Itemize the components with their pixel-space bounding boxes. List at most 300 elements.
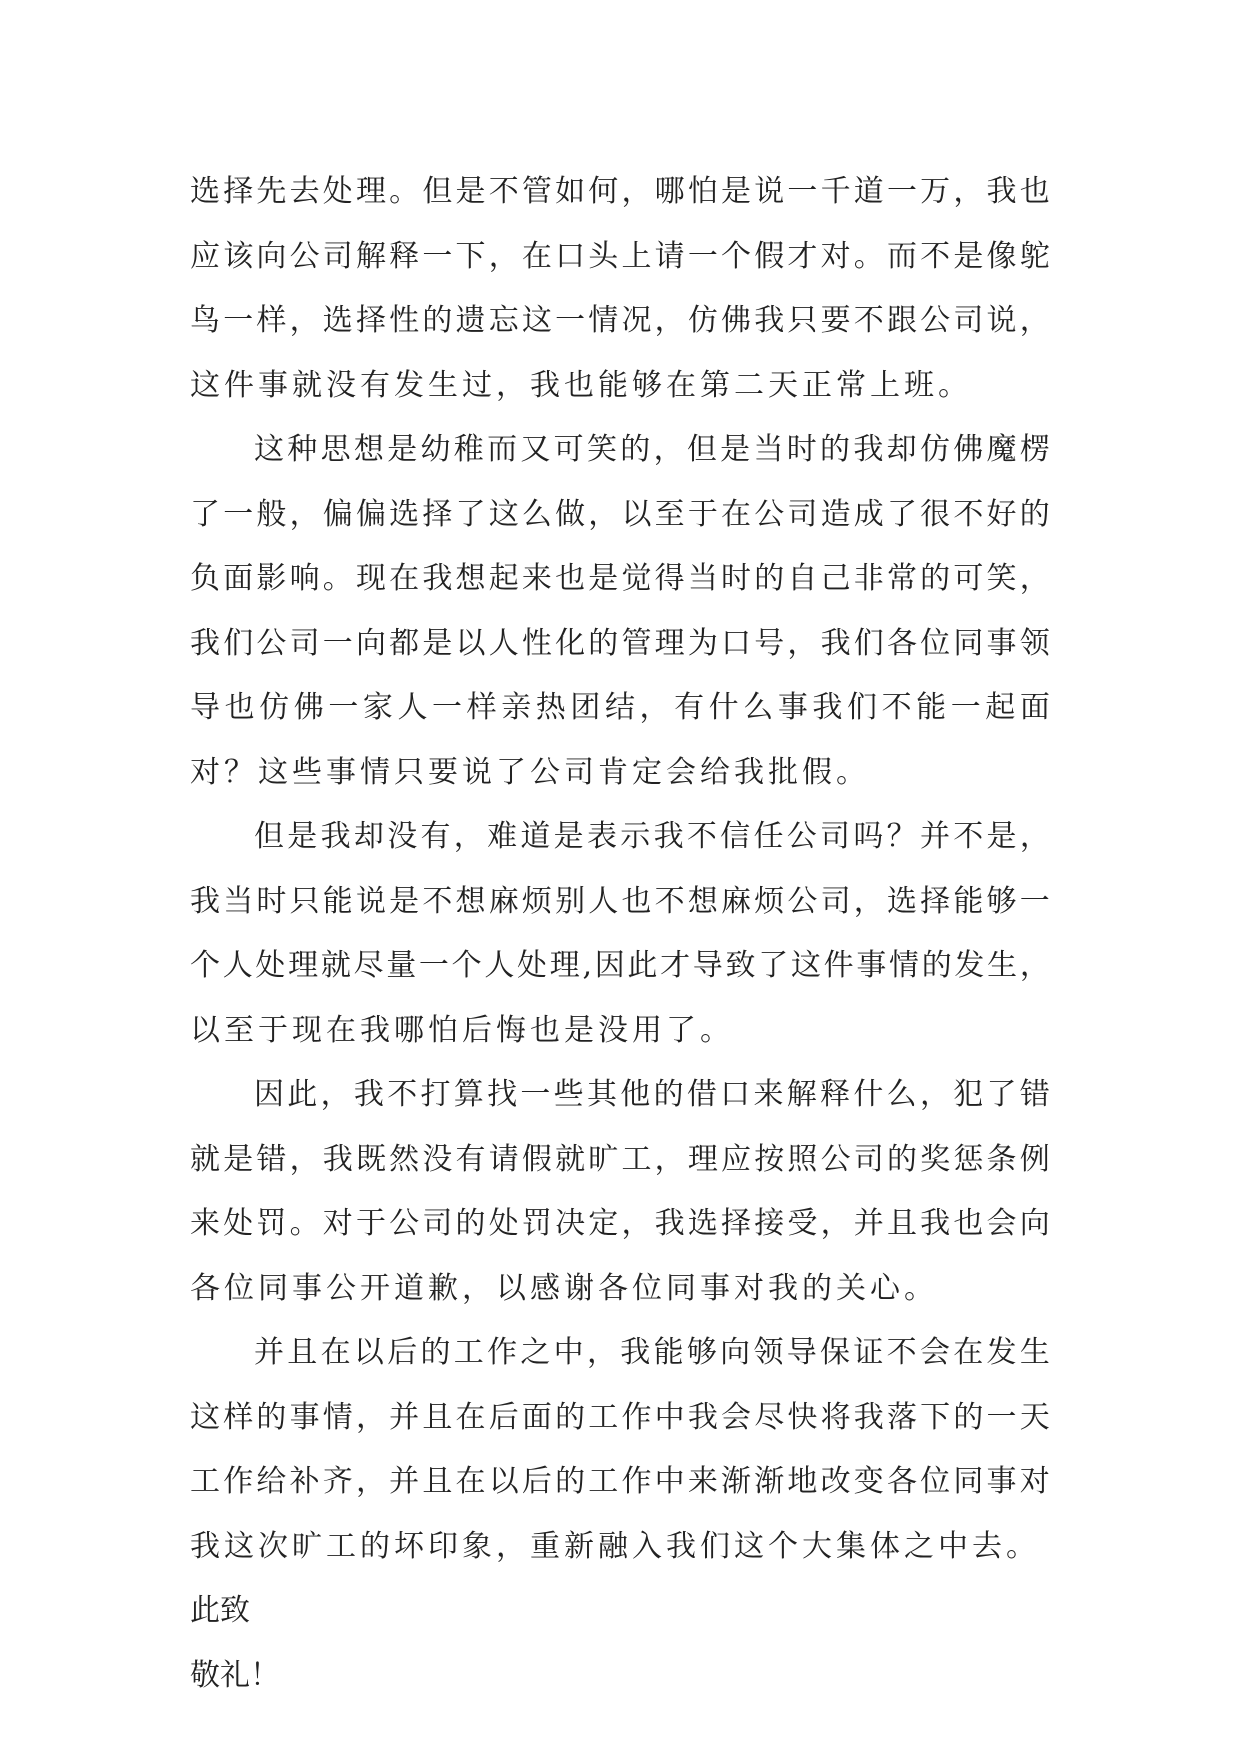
text-char: 一 bbox=[886, 174, 917, 209]
text-char: 不 bbox=[886, 1335, 917, 1370]
text-char: 一 bbox=[687, 238, 718, 274]
text-char: 按 bbox=[754, 1141, 785, 1177]
text-char: 没 bbox=[326, 367, 356, 403]
text-char: 是 bbox=[455, 174, 486, 209]
text-char: 管 bbox=[621, 625, 652, 661]
text-char: , bbox=[582, 948, 592, 983]
text-char: 我 bbox=[853, 1399, 884, 1435]
text-char: 不 bbox=[654, 883, 685, 919]
text-char: 了 bbox=[496, 754, 526, 790]
text-char: 不 bbox=[422, 883, 453, 919]
text-char: 悔 bbox=[496, 1012, 526, 1048]
text-char: 佛 bbox=[953, 432, 984, 467]
text-char: 不 bbox=[953, 496, 984, 532]
text-char: 化 bbox=[555, 625, 586, 661]
text-char: 而 bbox=[886, 238, 917, 274]
text-char: 都 bbox=[389, 625, 420, 661]
text-char: 选 bbox=[886, 883, 917, 919]
text-char: 只 bbox=[787, 303, 818, 338]
text-char: 有 bbox=[674, 690, 705, 725]
text-char: 。 bbox=[322, 561, 353, 596]
text-char: 说 bbox=[355, 883, 386, 919]
paragraph-line bbox=[190, 1386, 1050, 1451]
text-char: 司 bbox=[853, 1141, 884, 1177]
text-char: 是 bbox=[953, 238, 984, 274]
text-char: 但 bbox=[686, 432, 717, 467]
text-char: 些 bbox=[553, 1077, 584, 1112]
text-char: 来 bbox=[753, 1077, 784, 1112]
text-char: 。 bbox=[389, 174, 420, 209]
text-char: 以 bbox=[621, 496, 652, 532]
text-char: 能 bbox=[653, 1335, 684, 1370]
text-char: 是 bbox=[389, 883, 420, 919]
text-char: 致 bbox=[725, 948, 756, 983]
text-char: ， bbox=[621, 1206, 652, 1241]
text-char: 会 bbox=[721, 1399, 751, 1435]
text-char: 就 bbox=[320, 948, 351, 983]
text-char: 选 bbox=[322, 303, 353, 338]
text-char: 后 bbox=[387, 1335, 418, 1370]
text-char: 笑 bbox=[586, 432, 617, 467]
text-char: 且 bbox=[886, 1206, 917, 1241]
text-char: 作 bbox=[621, 1399, 652, 1435]
text-char: 有 bbox=[420, 819, 451, 854]
text-char: 处 bbox=[255, 948, 286, 983]
text-char: 解 bbox=[355, 238, 386, 274]
text-char: ， bbox=[355, 1464, 386, 1499]
text-char: 我 bbox=[353, 1077, 384, 1112]
text-char: 先 bbox=[256, 174, 287, 209]
text-char: 同 bbox=[953, 1464, 984, 1499]
text-char: 一 bbox=[520, 1077, 551, 1112]
text-char: 作 bbox=[621, 1464, 652, 1499]
text-char: 工 bbox=[190, 1464, 220, 1499]
text-char: 忘 bbox=[488, 303, 519, 338]
text-char: 想 bbox=[687, 883, 718, 919]
text-char: 也 bbox=[953, 1206, 984, 1241]
text-char: 中 bbox=[553, 1335, 584, 1370]
text-char: 能 bbox=[953, 883, 984, 919]
text-char: 假 bbox=[802, 754, 832, 790]
text-char: 吗 bbox=[853, 819, 884, 854]
text-char: 公 bbox=[530, 754, 560, 790]
text-char: 公 bbox=[256, 625, 287, 661]
text-char: 这 bbox=[190, 1399, 220, 1435]
text-char: ， bbox=[355, 1399, 386, 1435]
text-char: 向 bbox=[256, 238, 287, 274]
text-char: 象 bbox=[462, 1528, 492, 1564]
text-char: 事 bbox=[292, 1270, 322, 1306]
text-char: 次 bbox=[258, 1528, 288, 1564]
text-char: 影 bbox=[256, 561, 287, 596]
paragraph-line bbox=[190, 1128, 1050, 1193]
text-char: 这 bbox=[790, 948, 821, 983]
text-char: 大 bbox=[802, 1528, 832, 1564]
paragraph-line bbox=[190, 1515, 1050, 1580]
text-char: 司 bbox=[953, 303, 984, 338]
text-char: 常 bbox=[836, 367, 866, 403]
text-char: 。 bbox=[904, 1270, 934, 1306]
text-char: 来 bbox=[190, 1206, 220, 1241]
text-char: 什 bbox=[853, 1077, 884, 1112]
text-char: 在 bbox=[389, 561, 420, 596]
text-char: 假 bbox=[754, 238, 785, 274]
text-char: 只 bbox=[289, 883, 320, 919]
text-char: 司 bbox=[289, 625, 320, 661]
paragraph-line bbox=[190, 1257, 1050, 1322]
text-char: 人 bbox=[222, 948, 253, 983]
text-char: 面 bbox=[223, 561, 254, 596]
text-char: 心 bbox=[870, 1270, 900, 1306]
text-char: 件 bbox=[823, 948, 854, 983]
text-char: 落 bbox=[886, 1399, 917, 1435]
text-char: 处 bbox=[488, 1206, 519, 1241]
text-char: 结 bbox=[604, 690, 635, 725]
text-char: 团 bbox=[570, 690, 601, 725]
text-char: 择 bbox=[920, 883, 951, 919]
text-char: 是 bbox=[564, 1012, 594, 1048]
text-char: 烦 bbox=[754, 883, 785, 919]
text-char: 作 bbox=[487, 1335, 518, 1370]
text-char: 不 bbox=[686, 819, 717, 854]
text-char: 鸵 bbox=[1019, 238, 1050, 274]
text-char: 一 bbox=[418, 948, 449, 983]
text-char: 找 bbox=[487, 1077, 518, 1112]
text-char: 一 bbox=[432, 690, 463, 725]
text-char: 的 bbox=[953, 1399, 984, 1435]
text-char: 这 bbox=[254, 432, 284, 467]
text-char: ， bbox=[289, 303, 320, 338]
text-char: ， bbox=[488, 238, 519, 274]
text-char: 是 bbox=[720, 432, 751, 467]
text-char: 个 bbox=[190, 948, 220, 983]
text-char: 尽 bbox=[754, 1399, 785, 1435]
text-char: 的 bbox=[620, 432, 651, 467]
text-char: 司 bbox=[564, 754, 594, 790]
text-char: 司 bbox=[322, 238, 353, 274]
text-char: 了 bbox=[986, 1077, 1017, 1112]
text-char: 这 bbox=[488, 496, 519, 532]
text-char: 麻 bbox=[488, 883, 519, 919]
text-char: 的 bbox=[555, 1464, 586, 1499]
text-char: 种 bbox=[287, 432, 318, 467]
text-char: 人 bbox=[488, 625, 519, 661]
text-char: 导 bbox=[692, 948, 723, 983]
text-char: 么 bbox=[886, 1077, 917, 1112]
text-char: 有 bbox=[360, 367, 390, 403]
text-char: 去 bbox=[289, 174, 320, 209]
text-char: 有 bbox=[455, 1141, 486, 1177]
text-char: 位 bbox=[224, 1270, 254, 1306]
text-char: 不 bbox=[387, 1077, 418, 1112]
text-char: 为 bbox=[687, 625, 718, 661]
text-char: 却 bbox=[886, 432, 917, 467]
text-char: 保 bbox=[820, 1335, 851, 1370]
text-char: 事 bbox=[777, 690, 808, 725]
text-char: 开 bbox=[360, 1270, 390, 1306]
text-char: 时 bbox=[256, 883, 287, 919]
text-char: 件 bbox=[224, 367, 254, 403]
text-char: 条 bbox=[986, 1141, 1017, 1177]
text-char: 热 bbox=[535, 690, 566, 725]
text-char: 只 bbox=[394, 754, 424, 790]
text-char: 例 bbox=[1019, 1141, 1050, 1177]
text-char: 口 bbox=[720, 1077, 751, 1112]
text-char: 而 bbox=[487, 432, 518, 467]
text-char: ， bbox=[654, 303, 685, 338]
text-char: 体 bbox=[870, 1528, 900, 1564]
text-char: 们 bbox=[846, 690, 877, 725]
text-char: 鸟 bbox=[190, 303, 220, 338]
text-char: 并 bbox=[389, 1399, 420, 1435]
text-char: 个 bbox=[721, 238, 751, 274]
text-char: 人 bbox=[484, 948, 515, 983]
text-char: 司 bbox=[820, 819, 851, 854]
text-char: 坏 bbox=[394, 1528, 424, 1564]
text-char: 罚 bbox=[521, 1206, 552, 1241]
text-char: 上 bbox=[621, 238, 652, 274]
text-char: 烦 bbox=[521, 883, 552, 919]
text-char: 惩 bbox=[953, 1141, 984, 1177]
text-char: 照 bbox=[787, 1141, 818, 1177]
text-char: 情 bbox=[889, 948, 920, 983]
text-char: 佛 bbox=[293, 690, 324, 725]
text-char: ， bbox=[654, 1141, 685, 1177]
text-char: 我 bbox=[620, 1335, 651, 1370]
text-char: 对 bbox=[820, 238, 851, 274]
text-char: 领 bbox=[1019, 625, 1050, 661]
text-char: 了 bbox=[886, 496, 917, 532]
text-char: 的 bbox=[886, 1141, 917, 1177]
text-char: 么 bbox=[521, 496, 552, 532]
paragraph-line bbox=[190, 1063, 1050, 1128]
text-char: 。 bbox=[700, 1012, 730, 1048]
text-char: 对 bbox=[1019, 1464, 1050, 1499]
text-char: 给 bbox=[256, 1464, 287, 1499]
text-char: 来 bbox=[687, 1464, 718, 1499]
text-char: ？ bbox=[886, 819, 917, 854]
text-char: 关 bbox=[836, 1270, 866, 1306]
text-char: 的 bbox=[802, 1270, 832, 1306]
text-char: 想 bbox=[455, 561, 486, 596]
text-char: 以 bbox=[488, 1464, 519, 1499]
text-char: 公 bbox=[289, 238, 320, 274]
text-char: 我 bbox=[190, 883, 220, 919]
text-char: 难 bbox=[487, 819, 518, 854]
text-char: 既 bbox=[355, 1141, 386, 1177]
text-char: 一 bbox=[328, 690, 359, 725]
text-char: 之 bbox=[520, 1335, 551, 1370]
text-char: 没 bbox=[598, 1012, 628, 1048]
text-char: 我 bbox=[320, 819, 351, 854]
paragraph-line bbox=[190, 225, 1050, 290]
text-char: 该 bbox=[223, 238, 254, 274]
text-char: 二 bbox=[734, 367, 764, 403]
text-char: ， bbox=[639, 690, 670, 725]
text-char: 至 bbox=[654, 496, 685, 532]
text-char: 是 bbox=[387, 432, 418, 467]
text-char: 了 bbox=[455, 496, 486, 532]
text-char: 各 bbox=[190, 1270, 220, 1306]
text-char: 用 bbox=[632, 1012, 662, 1048]
text-char: 过 bbox=[462, 367, 492, 403]
text-char: 一 bbox=[986, 1399, 1017, 1435]
text-char: 择 bbox=[223, 174, 254, 209]
text-char: 于 bbox=[355, 1206, 386, 1241]
text-char: 发 bbox=[986, 1335, 1017, 1370]
text-char: 择 bbox=[721, 1206, 751, 1241]
text-char: 当 bbox=[687, 561, 718, 596]
text-char: 择 bbox=[355, 303, 386, 338]
text-char: 却 bbox=[353, 819, 384, 854]
text-char: 是 bbox=[721, 174, 751, 209]
text-char: 并 bbox=[389, 1464, 420, 1499]
text-char: 偏 bbox=[355, 496, 386, 532]
text-char: 能 bbox=[916, 690, 947, 725]
text-char: 发 bbox=[954, 948, 985, 983]
text-char: 正 bbox=[802, 367, 832, 403]
text-char: 了 bbox=[758, 948, 789, 983]
text-char: ， bbox=[820, 1206, 851, 1241]
text-char: 然 bbox=[389, 1141, 420, 1177]
text-char: 的 bbox=[555, 1399, 586, 1435]
text-char: 以 bbox=[496, 1270, 526, 1306]
text-char: 造 bbox=[820, 496, 851, 532]
text-char: 犯 bbox=[953, 1077, 984, 1112]
text-char: 时 bbox=[786, 432, 817, 467]
text-char: 生 bbox=[987, 948, 1018, 983]
text-char: 选 bbox=[389, 496, 420, 532]
text-char: ， bbox=[1019, 561, 1050, 596]
text-char: 算 bbox=[453, 1077, 484, 1112]
text-char: 的 bbox=[820, 432, 851, 467]
text-char: ， bbox=[1019, 948, 1050, 983]
text-char: 但 bbox=[422, 174, 453, 209]
text-char: 但 bbox=[254, 819, 284, 854]
text-char: 在 bbox=[721, 496, 751, 532]
text-char: 的 bbox=[588, 625, 619, 661]
text-char: 一 bbox=[223, 303, 254, 338]
paragraph-line bbox=[190, 612, 1050, 677]
text-char: ， bbox=[320, 1077, 351, 1112]
text-char: 能 bbox=[598, 367, 628, 403]
text-char: ， bbox=[621, 174, 652, 209]
text-char: 定 bbox=[588, 1206, 619, 1241]
text-char: 公 bbox=[389, 1206, 420, 1241]
text-char: 起 bbox=[488, 561, 519, 596]
text-char: 并 bbox=[919, 819, 950, 854]
text-char: 肯 bbox=[598, 754, 628, 790]
text-char: 就 bbox=[292, 367, 322, 403]
text-char: 以 bbox=[190, 1012, 220, 1048]
text-char: 谢 bbox=[564, 1270, 594, 1306]
paragraph-line bbox=[190, 160, 1050, 225]
text-char: 我 bbox=[812, 690, 843, 725]
text-char: 融 bbox=[598, 1528, 628, 1564]
text-char: 的 bbox=[921, 948, 952, 983]
text-char: 在 bbox=[521, 238, 552, 274]
text-char: 楞 bbox=[1019, 432, 1050, 467]
text-char: 麻 bbox=[721, 883, 751, 919]
text-char: 渐 bbox=[754, 1464, 785, 1499]
text-char: 仿 bbox=[259, 690, 290, 725]
text-char: 工 bbox=[326, 1528, 356, 1564]
text-char: 的 bbox=[1019, 496, 1050, 532]
text-char: 现 bbox=[355, 561, 386, 596]
text-char: 并 bbox=[853, 1206, 884, 1241]
text-char: 可 bbox=[553, 432, 584, 467]
text-char: 地 bbox=[787, 1464, 818, 1499]
text-char: 定 bbox=[632, 754, 662, 790]
text-char: 况 bbox=[621, 303, 652, 338]
text-char: 想 bbox=[353, 432, 384, 467]
text-char: 下 bbox=[920, 1399, 951, 1435]
text-char: 各 bbox=[886, 1464, 917, 1499]
text-char: 对 bbox=[190, 754, 220, 790]
text-char: 是 bbox=[287, 819, 318, 854]
text-char: 够 bbox=[986, 883, 1017, 919]
text-char: 选 bbox=[190, 174, 220, 209]
text-char: 思 bbox=[320, 432, 351, 467]
text-char: 此 bbox=[287, 1077, 318, 1112]
text-char: 借 bbox=[686, 1077, 717, 1112]
text-char: 头 bbox=[588, 238, 619, 274]
text-char: 处 bbox=[322, 174, 353, 209]
text-char: 事 bbox=[986, 625, 1017, 661]
text-char: 一 bbox=[322, 625, 353, 661]
text-char: 变 bbox=[853, 1464, 884, 1499]
text-char: 解 bbox=[786, 1077, 817, 1112]
text-char: ， bbox=[496, 367, 526, 403]
paragraph-line bbox=[190, 676, 1050, 741]
paragraph-line bbox=[190, 354, 1050, 419]
text-char: 时 bbox=[721, 561, 751, 596]
text-char: 的 bbox=[420, 1335, 451, 1370]
text-char: ， bbox=[953, 174, 984, 209]
text-char: 说 bbox=[754, 174, 785, 209]
text-char: 我 bbox=[654, 1206, 685, 1241]
text-char: 非 bbox=[853, 561, 884, 596]
text-char: ， bbox=[289, 496, 320, 532]
text-char: 何 bbox=[588, 174, 619, 209]
text-char: 魔 bbox=[986, 432, 1017, 467]
text-char: 个 bbox=[768, 1528, 798, 1564]
paragraph-line bbox=[190, 1450, 1050, 1515]
text-char: 人 bbox=[397, 690, 428, 725]
text-char: 一 bbox=[223, 496, 254, 532]
text-char: ， bbox=[453, 819, 484, 854]
text-char: 面 bbox=[521, 1399, 552, 1435]
text-char: 至 bbox=[224, 1012, 254, 1048]
text-char: 哪 bbox=[394, 1012, 424, 1048]
text-char: ？ bbox=[224, 754, 254, 790]
text-char: 请 bbox=[654, 238, 685, 274]
text-char: 且 bbox=[422, 1464, 453, 1499]
text-char: 在 bbox=[320, 1335, 351, 1370]
paragraph-line bbox=[190, 547, 1050, 612]
text-char: ， bbox=[1019, 303, 1050, 338]
text-char: 号 bbox=[754, 625, 785, 661]
text-char: 是 bbox=[553, 819, 584, 854]
text-char: 遗 bbox=[455, 303, 486, 338]
text-char: 现 bbox=[292, 1012, 322, 1048]
text-char: 给 bbox=[700, 754, 730, 790]
text-char: 决 bbox=[555, 1206, 586, 1241]
text-char: 做 bbox=[555, 496, 586, 532]
text-char: 会 bbox=[666, 754, 696, 790]
text-char: 上 bbox=[870, 367, 900, 403]
paragraph-line bbox=[190, 741, 1050, 806]
